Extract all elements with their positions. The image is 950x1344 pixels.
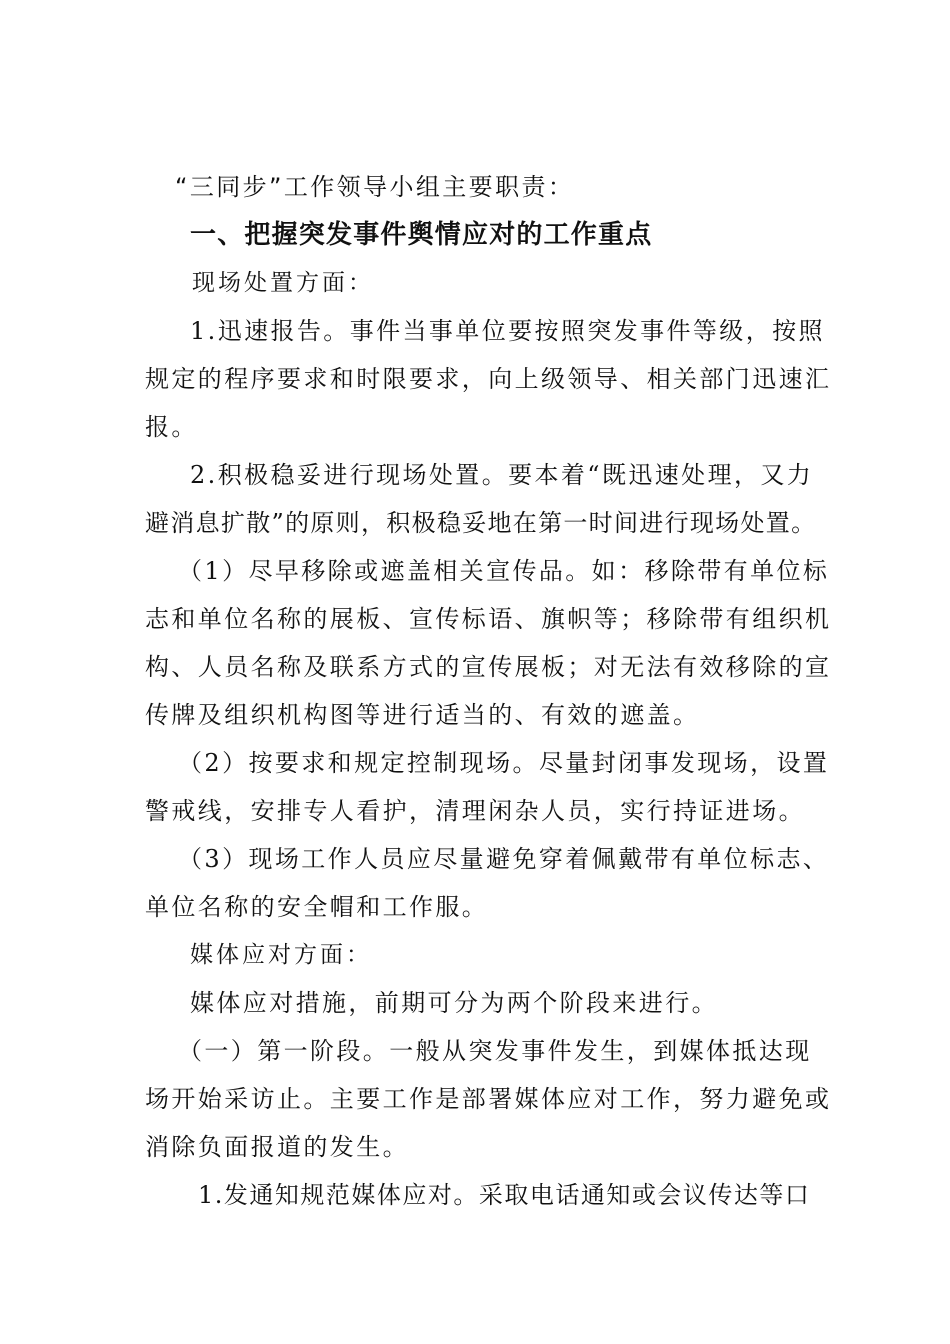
paragraph-line: 消除负面报道的发生。 — [145, 1133, 409, 1161]
paragraph-line: 警戒线，安排专人看护，清理闲杂人员，实行持证进场。 — [145, 797, 805, 825]
paragraph-line: 传牌及组织机构图等进行适当的、有效的遮盖。 — [145, 701, 700, 729]
paragraph-line: 2.积极稳妥进行现场处置。要本着“既迅速处理，又力 — [190, 461, 814, 489]
document-title: “三同步”工作领导小组主要职责： — [175, 173, 575, 201]
paragraph-line: 报。 — [145, 413, 198, 441]
paragraph-line: （1）尽早移除或遮盖相关宣传品。如：移除带有单位标 — [178, 557, 830, 585]
onsite-heading: 现场处置方面： — [192, 270, 374, 296]
paragraph-line: 单位名称的安全帽和工作服。 — [145, 893, 489, 921]
paragraph-line: 1.发通知规范媒体应对。采取电话通知或会议传达等口 — [198, 1181, 811, 1209]
media-heading: 媒体应对方面： — [190, 942, 372, 968]
paragraph-line: 构、人员名称及联系方式的宣传展板；对无法有效移除的宣 — [145, 653, 832, 681]
paragraph-line: 志和单位名称的展板、宣传标语、旗帜等；移除带有组织机 — [145, 605, 832, 633]
paragraph-line: 规定的程序要求和时限要求，向上级领导、相关部门迅速汇 — [145, 365, 832, 393]
paragraph-line: （2）按要求和规定控制现场。尽量封闭事发现场，设置 — [178, 749, 830, 777]
paragraph-line: 1.迅速报告。事件当事单位要按照突发事件等级，按照 — [190, 317, 825, 345]
paragraph-line: 场开始采访止。主要工作是部署媒体应对工作，努力避免或 — [145, 1085, 832, 1113]
section-heading: 一、把握突发事件舆情应对的工作重点 — [190, 220, 653, 250]
paragraph-line: （3）现场工作人员应尽量避免穿着佩戴带有单位标志、 — [178, 845, 830, 873]
paragraph-line: 媒体应对措施，前期可分为两个阶段来进行。 — [190, 989, 718, 1017]
paragraph-line: （一）第一阶段。一般从突发事件发生，到媒体抵达现 — [178, 1037, 812, 1065]
paragraph-line: 避消息扩散”的原则，积极稳妥地在第一时间进行现场处置。 — [145, 509, 817, 537]
